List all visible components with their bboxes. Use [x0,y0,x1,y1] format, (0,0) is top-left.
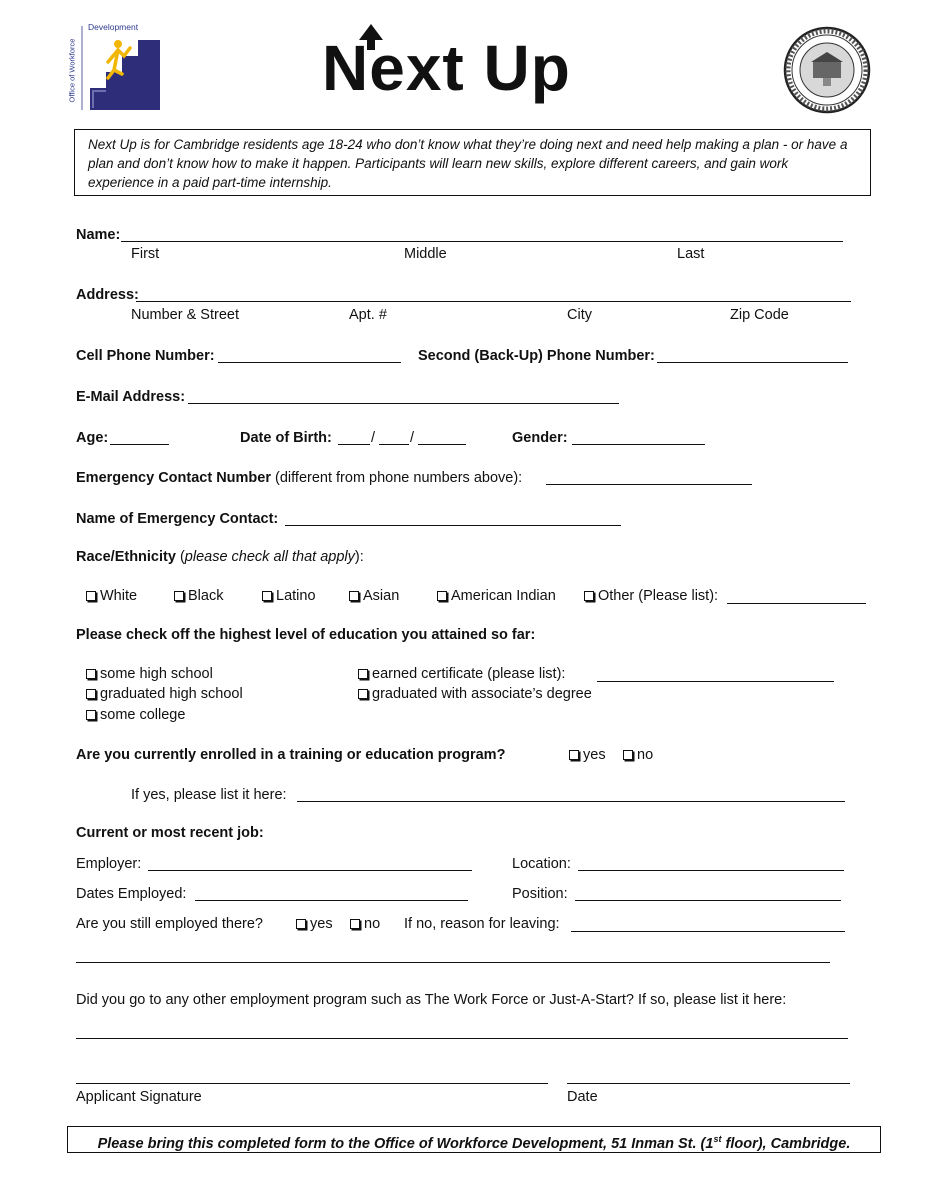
date-field[interactable] [567,1083,850,1084]
name-middle-caption: Middle [404,246,447,262]
employer-field[interactable] [148,870,472,871]
address-label: Address: [76,287,139,303]
dob-sep-2: / [410,430,415,446]
race-option-white[interactable]: White [86,588,137,604]
name-last-caption: Last [677,246,705,262]
edu-option-graduated-high-school[interactable]: graduated high school [86,686,243,702]
checkbox-icon[interactable] [350,919,360,929]
second-phone-label: Second (Back-Up) Phone Number: [418,348,655,364]
reason-leaving-field-2[interactable] [76,962,830,963]
address-city-caption: City [567,307,592,323]
gender-label: Gender: [512,430,568,446]
emergency-number-note: (different from phone numbers above): [275,470,523,486]
position-label: Position: [512,886,568,902]
emergency-number-label: Emergency Contact Number [76,470,271,486]
education-label: Please check off the highest level of education you attained so far: [76,627,536,643]
emergency-number-row [76,470,522,486]
logo-text-development: Development [88,22,139,32]
dates-employed-label: Dates Employed: [76,886,187,902]
race-option-black[interactable]: Black [174,588,223,604]
position-field[interactable] [575,900,841,901]
dob-month-field[interactable] [338,444,370,445]
still-employed-no[interactable]: no [350,916,380,932]
checkbox-icon[interactable] [174,591,184,601]
address-field[interactable] [136,301,851,302]
email-label: E-Mail Address: [76,389,186,405]
enrolled-label: Are you currently enrolled in a training or education program? [76,747,506,763]
dates-employed-field[interactable] [195,900,468,901]
edu-certificate-field[interactable] [597,681,834,682]
signature-field[interactable] [76,1083,548,1084]
cell-phone-field[interactable] [218,362,401,363]
enrolled-yes[interactable]: yes [569,747,606,763]
name-label: Name: [76,227,121,243]
dob-year-field[interactable] [418,444,466,445]
dob-day-field[interactable] [379,444,409,445]
checkbox-icon[interactable] [358,689,368,699]
checkbox-icon[interactable] [86,689,96,699]
location-field[interactable] [578,870,844,871]
other-program-label: Did you go to any other employment program such as The Work Force or Just-A-Start? If so, please list it here: [76,992,787,1008]
race-other-field[interactable] [727,603,866,604]
logo-text-vertical: Office of Workforce [67,38,77,103]
enrolled-list-label: If yes, please list it here: [131,787,287,803]
date-caption: Date [567,1089,598,1105]
checkbox-icon[interactable] [358,669,368,679]
age-label: Age: [76,430,109,446]
checkbox-icon[interactable] [86,591,96,601]
race-option-latino[interactable]: Latino [262,588,316,604]
address-zip-caption: Zip Code [730,307,789,323]
race-row: Race/Ethnicity (please check all that apply): [76,549,364,565]
footer-note: Please bring this completed form to the Office of Workforce Development, 51 Inman St. (1st floor), Cambridge. [67,1126,881,1153]
checkbox-icon[interactable] [86,669,96,679]
checkbox-icon[interactable] [349,591,359,601]
edu-option-associates[interactable]: graduated with associate’s degree [358,686,592,702]
enrolled-no[interactable]: no [623,747,653,763]
page-title: Next Up [322,28,612,108]
race-option-asian[interactable]: Asian [349,588,399,604]
address-street-caption: Number & Street [131,307,239,323]
employer-label: Employer: [76,856,142,872]
checkbox-icon[interactable] [623,750,633,760]
enrolled-list-field[interactable] [297,801,845,802]
emergency-name-label: Name of Emergency Contact: [76,511,279,527]
address-apt-caption: Apt. # [349,307,387,323]
age-field[interactable] [110,444,169,445]
job-label: Current or most recent job: [76,825,264,841]
gender-field[interactable] [572,444,705,445]
race-option-american-indian[interactable]: American Indian [437,588,556,604]
org-logo [67,22,162,114]
dob-label: Date of Birth: [240,430,332,446]
stairs-logo-icon [78,22,162,114]
second-phone-field[interactable] [657,362,848,363]
checkbox-icon[interactable] [262,591,272,601]
name-first-caption: First [131,246,160,262]
emergency-name-field[interactable] [285,525,621,526]
intro-box: Next Up is for Cambridge residents age 18-24 who don’t know what they’re doing next and need help making a plan - or have a plan and don’t know how to make it happen. Participants will learn new skills, explore different careers, and gain work experience in a paid part-time internship. [74,129,871,196]
email-field[interactable] [188,403,619,404]
checkbox-icon[interactable] [569,750,579,760]
checkbox-icon[interactable] [296,919,306,929]
cell-phone-label: Cell Phone Number: [76,348,215,364]
reason-leaving-field[interactable] [571,931,845,932]
checkbox-icon[interactable] [584,591,594,601]
race-label: Race/Ethnicity [76,549,176,565]
dob-sep-1: / [371,430,376,446]
seal-icon [783,26,871,114]
still-employed-yes[interactable]: yes [296,916,333,932]
edu-option-some-college[interactable]: some college [86,707,185,723]
city-seal [783,26,871,114]
emergency-number-field[interactable] [546,484,752,485]
race-note: please check all that apply [184,549,355,565]
reason-leaving-label: If no, reason for leaving: [404,916,560,932]
location-label: Location: [512,856,571,872]
edu-option-certificate[interactable]: earned certificate (please list): [358,666,565,682]
edu-option-some-high-school[interactable]: some high school [86,666,213,682]
other-program-field[interactable] [76,1038,848,1039]
checkbox-icon[interactable] [437,591,447,601]
signature-caption: Applicant Signature [76,1089,202,1105]
name-field[interactable] [121,241,843,242]
still-employed-label: Are you still employed there? [76,916,263,932]
race-option-other[interactable]: Other (Please list): [584,588,718,604]
checkbox-icon[interactable] [86,710,96,720]
